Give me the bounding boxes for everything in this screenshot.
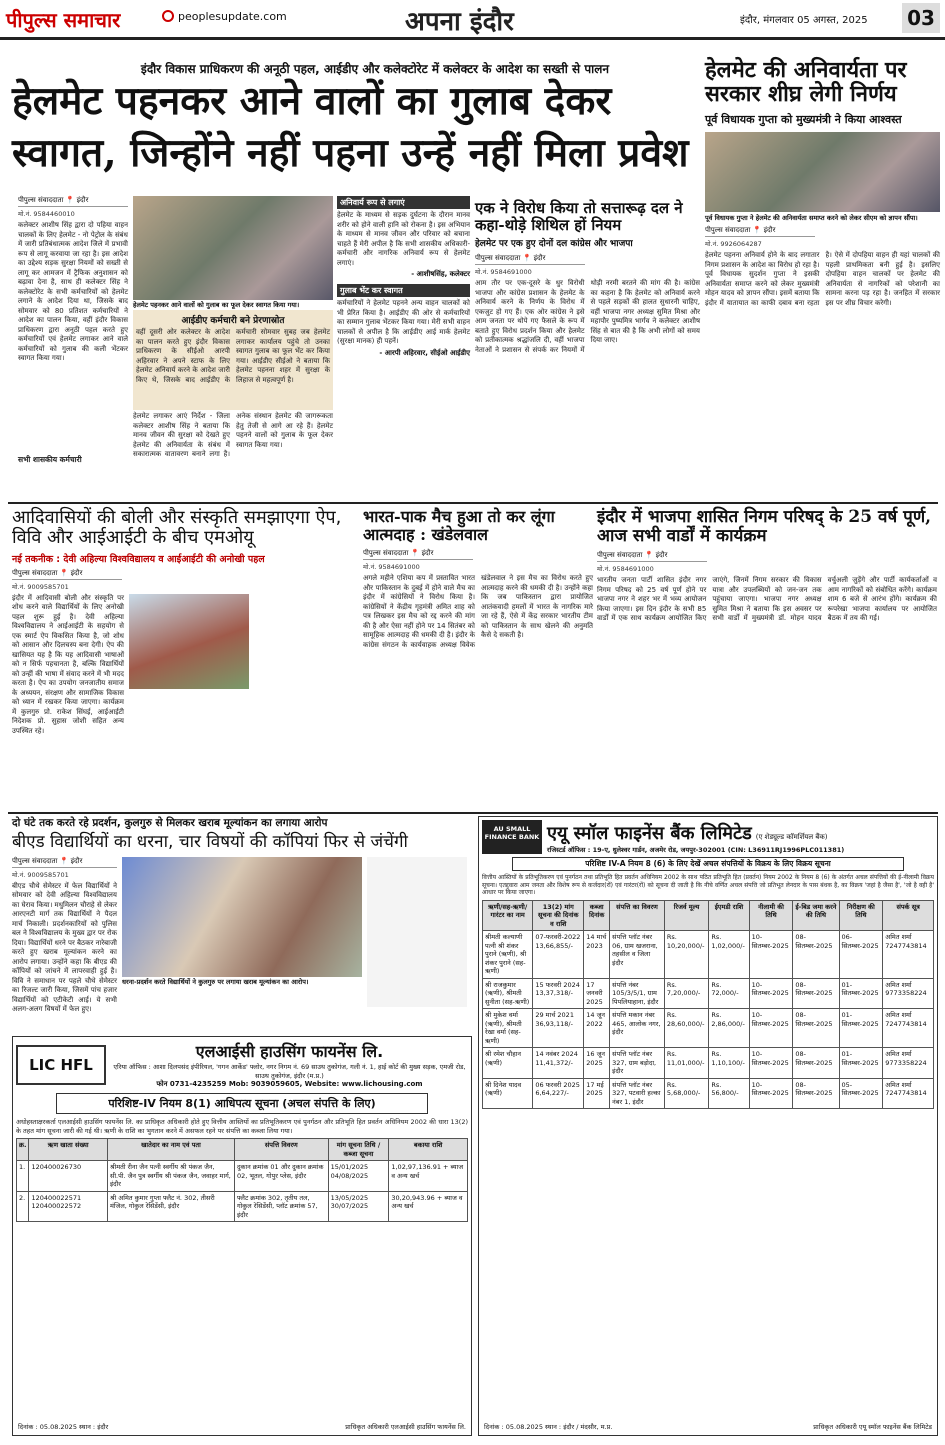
au-address: रजिस्टर्ड ऑफिस : 19-ए, धुलेश्वर गार्डन, अजमेर रोड, जयपुर-302001 (CIN: L36911RJ1996PLC011381)	[547, 845, 845, 854]
au-notice-header-cell: 13(2) मांग सूचना की दिनांक व राशि	[533, 900, 584, 931]
au-notice-cell: 15 फरवरी 2024 13,37,318/-	[533, 978, 584, 1009]
au-notice-cell: 07-फरवरी-2022 13,66,855/-	[533, 931, 584, 979]
au-notice-header-cell: निरीक्षण की तिथि	[839, 900, 883, 931]
au-notice-header-cell: नीलामी की तिथि	[749, 900, 793, 931]
au-notice-header-cell: ऋणी/सह-ऋणी/गारंटर का नाम	[483, 900, 533, 931]
au-notice-cell: संपत्ति प्लॉट नंबर 327, ग्राम बड़ोदा, इंदौर	[610, 1048, 665, 1079]
au-notice-cell: 05-सितम्बर-2025	[839, 1078, 883, 1109]
sidebar-text-2: कर्मचारियों ने हेलमेट पहनने अन्य वाहन चालकों को भी प्रेरित किया है। आईडीए की ओर से कर्मचारियों का सम्मान गुलाब भेंटकर किया गया। मेरी सभी वाहन चालकों से अपील है कि आईडीए आई मार्क हेलमेट (सुरक्षा मानक) ही पहनें।	[337, 299, 470, 345]
lic-notice-cell: 120400026730	[29, 1161, 107, 1192]
lic-notice	[12, 1036, 472, 1436]
au-notice-cell: 16 जून 2025	[584, 1048, 610, 1079]
lic-notice-cell: श्रीमती रीना जैन पत्नी स्वर्गीय श्री पंकज जैन, सी.पी. जैन पुत्र स्वर्गीय श्री पंकज जैन, जवाहर मार्ग, इंदौर	[107, 1161, 234, 1192]
adivasi-headline: आदिवासियों की बोली और संस्कृति समझाएगा ऐप, विवि और आईआईटी के बीच एमओयू	[12, 507, 342, 548]
au-notice-cell: Rs. 72,000/-	[709, 978, 749, 1009]
table-row	[483, 931, 934, 979]
mid-top-story	[475, 200, 700, 500]
match-headline: भारत-पाक मैच हुआ तो कर लूंगा आत्मदाह : खंडेलवाल	[363, 507, 555, 544]
adivasi-photo	[129, 594, 249, 689]
bed-headline: बीएड विद्यार्थियों का धरना, चार विषयों की कॉपियां फिर से जंचेंगी	[12, 832, 408, 852]
au-notice-cell: 10-सितम्बर-2025	[749, 931, 793, 979]
au-notice-cell: श्री राजकुमार (ऋणी), श्रीमती सुनीता (सह-ऋणी)	[483, 978, 533, 1009]
au-notice-cell: 10-सितम्बर-2025	[749, 978, 793, 1009]
ida-box	[133, 310, 333, 410]
au-footer: दिनांक : 05.08.2025 स्थान : इंदौर / मंदसौर, म.प्र.	[484, 1423, 613, 1431]
mid-top-subhead: हेलमेट पर एक हुए दोनों दल कांग्रेस और भाजपा	[475, 239, 633, 249]
au-notice-cell: Rs. 7,20,000/-	[664, 978, 708, 1009]
au-notice-header-cell: संपत्ति का विवरण	[610, 900, 665, 931]
au-notice-cell: अमित शर्मा 7247743814	[883, 931, 934, 979]
au-notice-cell: 17 जनवरी 2025	[584, 978, 610, 1009]
lic-notice-cell: 13/05/2025 30/07/2025	[328, 1191, 389, 1222]
au-notice-header-cell: ईएमडी राशि	[709, 900, 749, 931]
au-notice-cell: 08-सितम्बर-2025	[793, 1078, 839, 1109]
au-notice-header-cell: ई-बिड जमा करने की तिथि	[793, 900, 839, 931]
au-notice-cell: श्री मुकेश वर्मा (ऋणी), श्रीमती रेखा वर्मा (सह-ऋणी)	[483, 1009, 533, 1048]
lead-headline-line1: हेलमेट पहनकर आने वालों का गुलाब देकर	[12, 78, 612, 124]
lic-notice-cell: श्री अमित कुमार गुप्ता फ्लैट नं. 302, तीसरी मंजिल, गोकुल रेसिडेंसी, इंदौर	[107, 1191, 234, 1222]
adivasi-story	[12, 508, 352, 808]
au-notice-cell: 01-सितम्बर-2025	[839, 1048, 883, 1079]
au-table	[482, 900, 934, 1110]
au-subtitle: (ए शेड्यूल्ड कॉमर्शियल बैंक)	[755, 832, 828, 841]
table-row	[17, 1191, 468, 1222]
masthead	[0, 0, 945, 40]
table-row	[483, 1009, 934, 1048]
au-notice-cell: 10-सितम्बर-2025	[749, 1009, 793, 1048]
au-notice-cell: अमित शर्मा 9773358224	[883, 1048, 934, 1079]
au-notice-cell: Rs. 28,60,000/-	[664, 1009, 708, 1048]
lic-notice-cell: 2.	[17, 1191, 29, 1222]
au-notice-cell: Rs. 1,02,000/-	[709, 931, 749, 979]
au-notice-cell: 17 मई 2025	[584, 1078, 610, 1109]
au-notice-cell: 08-सितम्बर-2025	[793, 978, 839, 1009]
photo-caption: हेलमेट पहनकर आने वालों को गुलाब का फूल देकर स्वागत किया गया।	[133, 300, 333, 309]
lic-signature: प्राधिकृत अधिकारी एलआईसी हाउसिंग फायनेंस लि.	[345, 1423, 466, 1431]
match-byline: पीपुल्स संवाददाता 📍 इंदौर	[363, 549, 473, 560]
au-notice-cell: 14 जून 2022	[584, 1009, 610, 1048]
byline: पीपुल्स संवाददाता 📍 इंदौर	[18, 196, 128, 207]
lead-body-col1: कलेक्टर आशीष सिंह द्वारा दो पहिया वाहन चालकों के लिए हेलमेट - नो पेट्रोल के संबंध में जारी प्रतिबंधात्मक आदेश जिले में प्रभावी रूप से लागू करवाया जा रहा है। इस आदेश का उद्देश्य सड़क सुरक्षा नियमों को सख्ती से लागू कर आमजन में ट्रैफिक अनुशासन को बढ़ावा देना है, साथ ही कलेक्टर सिंह ने कलेक्टोरेट के सभी कर्मचारियों को हेलमेट लगाने के आदेश दिया था, जिसके बाद सोमवार को 80 प्रतिशत कर्मचारियों ने आदेश का पालन किया, वहीं इंदौर विकास प्राधिकरण द्वारा अनूठी पहल करते हुए कर्मचारियों एवं हेलमेट लगाकर आने वाले कर्मचारियों को गुलाब की कली भेंटकर स्वागत किया गया।	[18, 221, 128, 362]
au-notice-cell: 10-सितम्बर-2025	[749, 1078, 793, 1109]
lic-address: एरिया ऑफिस : आशा दिलपसंद इंपीरियल, 'गगन आर्केड' फ्लोर, नगर निगम नं. 69 साउथ तुकोगंज, गली नं. 1, हाई कोर्ट की मुख्य सड़क, एमजी रोड, साउथ तुकोगंज, इंदौर (म.प्र.)	[113, 1063, 466, 1080]
bed-body-cont	[367, 857, 467, 1007]
lic-table	[16, 1138, 468, 1222]
bed-byline: पीपुल्स संवाददाता 📍 इंदौर	[12, 857, 117, 868]
au-notice-cell: Rs. 11,01,000/-	[664, 1048, 708, 1079]
au-notice-cell: श्री दिनेश यादव (ऋणी)	[483, 1078, 533, 1109]
au-notice-header-cell: कब्जा दिनांक	[584, 900, 610, 931]
right-top-story	[705, 58, 940, 498]
lic-phone: फोन 0731-4235259 Mob: 9039059605, Website: www.lichousing.com	[156, 1080, 423, 1088]
au-logo: AU SMALL FINANCE BANK	[482, 820, 542, 854]
bed-story	[12, 816, 472, 1034]
bed-kicker: दो घंटे तक करते रहे प्रदर्शन, कुलगुरु से मिलकर खराब मूल्यांकन का लगाया आरोप	[12, 817, 328, 829]
sidebar-text: हेलमेट के माध्यम से सड़क दुर्घटना के दौरान मानव शरीर को होने वाली हानि को रोकना है। इस अभियान के माध्यम से मानव जीवन और परिवार को बचाना चाहते हैं मेरी अपील है कि सभी शासकीय अधिकारी-कर्मचारी और नागरिक अनिवार्य रूप से हेलमेट लगाएं।	[337, 211, 470, 267]
au-notice-header-cell: संपर्क सूत्र	[883, 900, 934, 931]
au-title: एयू स्मॉल फाइनेंस बैंक लिमिटेड	[547, 822, 752, 844]
lic-notice-cell: दुकान क्रमांक 01 और दुकान क्रमांक 02, भूतल, गोपुर प्लेस, इंदौर	[234, 1161, 328, 1192]
lic-notice-header-cell: संपत्ति विवरण	[234, 1139, 328, 1161]
table-row	[17, 1161, 468, 1192]
au-notice-cell: 01-सितम्बर-2025	[839, 978, 883, 1009]
table-row	[483, 978, 934, 1009]
lic-footer: दिनांक : 05.08.2025 स्थान : इंदौर	[18, 1423, 109, 1431]
au-notice-cell: 06-सितम्बर-2025	[839, 931, 883, 979]
bed-photo	[122, 857, 362, 977]
match-body: अगले महीने एशिया कप में प्रस्तावित भारत और पाकिस्तान के दुबई में होने वाले मैच का इंदौर में कांग्रेसियों ने विरोध किया है। कांग्रेसियों ने केंद्रीय गृहमंत्री अमित शाह को पत्र लिखकर इस मैच को रद्द करने की मांग की है और ऐसा नहीं होने पर 14 सितंबर को सामूहिक आत्मदाह की धमकी दी है। इंदौर के कांग्रेस संगठन के कार्यवाहक अध्यक्ष विवेक खंडेलवाल ने इस मैच का विरोध करते हुए आत्मदाह करने की धमकी दी है। उन्होंने कहा कि जब पाकिस्तान द्वारा प्रायोजित आतंकवादी हमलों में भारत के नागरिक मारे जा रहे हैं, ऐसे में केंद्र सरकार भारतीय टीम को पाकिस्तान के साथ खेलने की अनुमति कैसे दे सकती है।	[363, 574, 593, 649]
bed-mobile: मो.नं. 9009585701	[12, 870, 69, 879]
au-notice-cell: Rs. 5,68,000/-	[664, 1078, 708, 1109]
lic-title: एलआईसी हाउसिंग फायनेंस लि.	[195, 1042, 384, 1061]
lic-notice-header-cell: क्र.	[17, 1139, 29, 1161]
subhead-text: सभी शासकीय कर्मचारी	[18, 455, 82, 464]
lic-notice-cell: 30,20,943.96 + ब्याज व अन्य खर्च	[389, 1191, 468, 1222]
lead-subhead	[18, 455, 128, 465]
website-link[interactable]: peoplesupdate.com	[178, 10, 287, 23]
au-notice-header-cell: रिजर्व मूल्य	[664, 900, 708, 931]
lic-notice-header-cell: ऋण खाता संख्या	[29, 1139, 107, 1161]
mid-top-mobile: मो.नं. 9584691000	[475, 268, 532, 276]
bed-photo-caption: धरना-प्रदर्शन करते विद्यार्थियों ने कुलगुरु पर लगाया खराब मूल्यांकन का आरोप।	[122, 977, 309, 986]
adivasi-kicker: नई तकनीक : देवी अहिल्या विश्वविद्यालय व आईआईटी की अनोखी पहल	[12, 553, 265, 565]
au-notice-cell: 29 मार्च 2021 36,93,118/-	[533, 1009, 584, 1048]
adivasi-byline: पीपुल्स संवाददाता 📍 इंदौर	[12, 569, 122, 580]
lead-sidebar	[337, 196, 470, 496]
right-top-headline: हेलमेट की अनिवार्यता पर सरकार शीघ्र लेगी निर्णय	[705, 57, 907, 108]
au-notice-cell: 08-सितम्बर-2025	[793, 1009, 839, 1048]
mid-top-byline: पीपुल्स संवाददाता 📍 इंदौर	[475, 254, 585, 265]
sidebar-title: अनिवार्य रूप से लगाएं	[337, 196, 470, 209]
lic-notice-cell: 1,02,97,136.91 + ब्याज व अन्य खर्च	[389, 1161, 468, 1192]
right-top-body: हेलमेट पहनना अनिवार्य होने के बाद लगातार निगम प्रशासन के आदेश का विरोध हो रहा है। पूर्व विधायक सुदर्शन गुप्ता ने इसकी अनिवार्यता समाप्त करने को लेकर मुख्यमंत्री मोहन यादव को ज्ञापन सौंपा। इसमें बताया कि इंदौर में यातायात का काफी दबाव बना रहता है। ऐसे में दोपहिया वाहन ही यहां चालकों की पहली प्राथमिकता बनी हुई है। इसलिए दोपहिया वाहन चालकों पर हेलमेट की अनिवार्यता से नागरिकों को परेशानी का सामना करना पड़ रहा है। जनहित में सरकार इस पर शीघ्र विचार करेगी।	[705, 251, 940, 307]
au-notice-cell: संपत्ति प्लॉट नंबर 06, ग्राम खजराना, तहसील व जिला इंदौर	[610, 931, 665, 979]
divider	[8, 812, 938, 814]
right-top-subhead: पूर्व विधायक गुप्ता को मुख्यमंत्री ने किया आश्वस्त	[705, 113, 902, 127]
au-notice-cell: 08-सितम्बर-2025	[793, 931, 839, 979]
sidebar-signature: - आशीषसिंह, कलेक्टर	[411, 270, 470, 278]
lead-kicker: इंदौर विकास प्राधिकरण की अनूठी पहल, आईडीए और कलेक्टोरेट में कलेक्टर के आदेश का सख्ती से पालन	[140, 62, 610, 76]
right-top-caption: पूर्व विधायक गुप्ता ने हेलमेट की अनिवार्यता समाप्त करने को लेकर सीएम को ज्ञापन सौंपा।	[705, 214, 918, 223]
sidebar-signature-2: - आरपी अहिरवार, सीईओ आईडीए	[379, 348, 470, 357]
match-story	[363, 508, 593, 808]
lic-notice-header-cell: बकाया राशि	[389, 1139, 468, 1161]
section-title: अपना इंदौर	[405, 7, 514, 37]
au-notice-cell: 14 मार्च 2023	[584, 931, 610, 979]
nigam-mobile: मो.नं. 9584691000	[597, 565, 654, 574]
au-notice-cell: Rs. 10,20,000/-	[664, 931, 708, 979]
au-intro: वित्तीय आस्तियों के प्रतिभूतिकरण एवं पुनर्गठन तथा प्रतिभूति हित प्रवर्तन अधिनियम 2002 के साथ पठित प्रतिभूति हित (प्रवर्तन) नियम 2002 के नियम 8 (6) के अंतर्गत अचल संपत्तियों की ई-नीलामी विक्रय सूचना। एतद्द्वारा आम जनता और विशेष रूप से कर्जदार(रों) एवं गारंटर(रों) को सूचना दी जाती है कि नीचे वर्णित अचल संपत्ति जो प्रतिभूत लेनदार के पास बंधक है, का विक्रय 'जहां है जैसा है', 'जो है वही है' आधार पर किया जाएगा।	[482, 874, 934, 896]
lead-photo	[133, 196, 333, 304]
lic-notice-cell: 120400022571 120400022572	[29, 1191, 107, 1222]
dateline: इंदौर, मंगलवार 05 अगस्त, 2025	[740, 15, 868, 26]
au-notice-cell: अमित शर्मा 7247743814	[883, 1009, 934, 1048]
mid-top-body: आम तौर पर एक-दूसरे के धुर विरोधी भाजपा और कांग्रेस प्रशासन के हेलमेट के अनिवार्य करने के निर्णय के विरोध में एकजुट हो गए हैं। एक ओर कांग्रेस ने इसे आम जनता पर थोपे गए फैसले के रूप में बताते हुए विरोध प्रदर्शन किया और हेलमेट को प्रतीकात्मक श्रद्धांजलि दी, वहीं भाजपा नेताओं ने प्रशासन से संपर्क कर नियमों में थोड़ी नरमी बरतने की मांग की है। कांग्रेस का कहना है कि हेलमेट को अनिवार्य करने से पहले सड़कों की हालत सुधारनी चाहिए, वहीं भाजपा नगर अध्यक्ष सुमित मिश्रा और महापौर पुष्यमित्र भार्गव ने कलेक्टर आशीष सिंह से बात की है कि अभी लोगों को समय दिया जाए।	[475, 279, 700, 354]
table-row	[483, 1078, 934, 1109]
au-notice-cell: Rs. 1,10,100/-	[709, 1048, 749, 1079]
reporter-mobile: मो.नं. 9584460010	[18, 210, 75, 218]
match-mobile: मो.नं. 9584691000	[363, 563, 420, 572]
adivasi-body: इंदौर में आदिवासी बोली और संस्कृति पर शोध करने वाले विद्यार्थियों के लिए अनोखी पहल शुरू हुई है। देवी अहिल्या विश्वविद्यालय ने आईआईटी के सहयोग से एक स्मार्ट ऐप विकसित किया है, जो शोध को आसान और दिलचस्प बना देगी। ऐप की खासियत यह है कि यह आदिवासी भाषाओं को न सिर्फ पहचानता है, बल्कि विद्यार्थियों को उन्हीं की भाषा में संवाद करने में भी मदद करता है। ऐप का उपयोग जनजातीय समाज के अध्ययन, संरक्षण और सामाजिक विकास को ध्यान में रखकर किया जाएगा। कार्यक्रम में कुलगुरु प्रो. राकेश सिंघई, आईआईटी निदेशक प्रो. सुहास जोशी सहित अन्य उपस्थित रहे।	[12, 593, 124, 735]
au-notice-head: परिशिष्ट IV-A नियम 8 (6) के लिए देखें अचल संपत्तियों के विक्रय के लिए विक्रय सूचना	[512, 857, 904, 871]
lic-intro: अधोहस्ताक्षरकर्ता एलआईसी हाउसिंग फायनेंस लि. का प्राधिकृत अधिकारी होते हुए वित्तीय आस्तियों का प्रतिभूतिकरण एवं पुनर्गठन और प्रतिभूति हित प्रवर्तन अधिनियम 2002 की धारा 13(2) के तहत मांग सूचना जारी की गई थी। ऋणी के राशि का भुगतान करने में असफल रहने पर संपत्ति का कब्जा लिया गया।	[16, 1118, 468, 1135]
sidebar-title-2: गुलाब भेंट कर स्वागत	[337, 284, 470, 297]
lic-notice-header-cell: मांग सूचना तिथि / कब्जा सूचना	[328, 1139, 389, 1161]
au-notice	[478, 816, 938, 1436]
au-notice-cell: 14 नवंबर 2024 11,41,372/-	[533, 1048, 584, 1079]
lic-notice-head: परिशिष्ट-IV नियम 8(1) आधिपत्य सूचना (अचल संपत्ति के लिए)	[56, 1093, 428, 1114]
au-notice-cell: श्रीमती कल्याणी पत्नी श्री शंकर पुराने (ऋणी), श्री शंकर पुराने (सह-ऋणी)	[483, 931, 533, 979]
au-notice-cell: अमित शर्मा 7247743814	[883, 1078, 934, 1109]
lic-notice-header-cell: खातेदार का नाम एवं पता	[107, 1139, 234, 1161]
divider	[8, 502, 938, 504]
table-row	[483, 1048, 934, 1079]
nigam-story	[597, 508, 937, 808]
adivasi-mobile: मो.नं. 9009585701	[12, 582, 69, 591]
au-notice-cell: 01-सितम्बर-2025	[839, 1009, 883, 1048]
bed-body: बीएड चौथे सेमेस्टर में फेल विद्यार्थियों ने सोमवार को देवी अहिल्या विश्वविद्यालय का घेराव किया। मधुमिलन चौराहे से लेकर आरएनटी मार्ग तक विद्यार्थियों ने पैदल मार्च निकाली। प्रदर्शनकारियों को पुलिस बल ने विश्वविद्यालय के मुख्य द्वार पर रोक दिया। विद्यार्थियों धरने पर बैठकर नारेबाजी करते हुए खराब मूल्यांकन करने का आरोप लगाया। उन्होंने कहा कि बीएड की कॉपियों को जांचने में लापरवाही हुई है। विवि ने समाधान पर पहले चौथे सेमेस्टर का रिजल्ट जारी किया, जिसमें पांच हजार विद्यार्थियों को एटीकेटी आई। ये सभी अलग-अलग विषयों में फेल हुए।	[12, 881, 117, 1014]
lead-headline-line2: स्वागत, जिन्होंने नहीं पहना उन्हें नहीं मिला प्रवेश	[12, 130, 689, 176]
nigam-headline: इंदौर में भाजपा शासित निगम परिषद् के 25 वर्ष पूर्ण, आज सभी वार्डों में कार्यक्रम	[597, 507, 932, 546]
au-notice-cell: संपत्ति नंबर 105/3/5/1, ग्राम पिपलियाहाना, इंदौर	[610, 978, 665, 1009]
box-title: आईडीए कर्मचारी बने प्रेरणास्रोत	[181, 316, 285, 326]
right-top-byline: पीपुल्स संवाददाता 📍 इंदौर	[705, 226, 815, 237]
newspaper-logo: पीपुल्स समाचार	[6, 8, 121, 32]
au-notice-cell: संपत्ति प्लॉट नंबर 327, पटवारी हल्का नंबर 1, इंदौर	[610, 1078, 665, 1109]
lic-notice-cell: 15/01/2025 04/08/2025	[328, 1161, 389, 1192]
page-number: 03	[902, 3, 940, 33]
au-notice-cell: श्री रमेश चौहान (ऋणी)	[483, 1048, 533, 1079]
lic-logo: LIC HFL	[16, 1045, 106, 1085]
au-notice-cell: 10-सितम्बर-2025	[749, 1048, 793, 1079]
right-top-mobile: मो.नं. 9926064287	[705, 240, 762, 249]
au-notice-cell: संपत्ति मकान नंबर 465, आलोक नगर, इंदौर	[610, 1009, 665, 1048]
au-notice-cell: अमित शर्मा 9773358224	[883, 978, 934, 1009]
mid-top-headline: एक ने विरोध किया तो सत्तारूढ़ दल ने कहा-थोड़े शिथिल हों नियम	[475, 199, 683, 234]
globe-icon	[162, 10, 174, 22]
lic-notice-cell: 1.	[17, 1161, 29, 1192]
au-notice-cell: 08-सितम्बर-2025	[793, 1048, 839, 1079]
box-text: वहीं दूसरी ओर कलेक्टर के आदेश का पालन करते हुए इंदौर विकास प्राधिकरण के सीईओ आरपी अहिरवार ने अपने स्टाफ के लिए हेलमेट अनिवार्य करने के आदेश जारी किए थे, जिसके बाद आईडीए के कर्मचारी सोमवार सुबह जब हेलमेट लगाकर कार्यालय पहुंचे तो उनका स्वागत गुलाब का फूल भेंट कर किया गया। आईडीए सीईओ ने बताया कि हेलमेट पहनना शहर में सुरक्षा के लिहाज से महत्वपूर्ण है।	[136, 328, 330, 384]
lic-notice-cell: फ्लैट क्रमांक 302, तृतीय तल, गोकुल रेसिडेंसी, प्लॉट क्रमांक 57, इंदौर	[234, 1191, 328, 1222]
au-notice-cell: Rs. 56,800/-	[709, 1078, 749, 1109]
au-notice-cell: 06 फरवरी 2025 6,64,227/-	[533, 1078, 584, 1109]
au-notice-cell: Rs. 2,86,000/-	[709, 1009, 749, 1048]
nigam-body: भारतीय जनता पार्टी शासित इंदौर नगर निगम परिषद को 25 वर्ष पूर्ण होने पर भाजपा नगर ने शहर भर में भव्य आयोजन किया जाएगा। इस दिन इंदौर के सभी 85 वार्डों में एक साथ कार्यक्रम आयोजित किए जाएंगे, जिनमें निगम सरकार की विकास यात्रा और उपलब्धियों को जन-जन तक पहुंचाया जाएगा। भाजपा नगर अध्यक्ष सुमित मिश्रा ने बताया कि इस अवसर पर सभी वार्डों में मुख्यमंत्री डॉ. मोहन यादव वर्चुअली जुड़ेंगे और पार्टी कार्यकर्ताओं व आम नागरिकों को संबोधित करेंगे। कार्यक्रम शाम 6 बजे से आरंभ होंगे। कार्यक्रम की रूपरेखा भाजपा कार्यालय पर आयोजित बैठक में तय की गई।	[597, 576, 937, 623]
lead-body-col2: हेलमेट लगाकर आएं निर्देश - जिला कलेक्टर आशीष सिंह ने बताया कि मानव जीवन की सुरक्षा को देखते हुए हेलमेट की अनिवार्यता के संबंध में सकारात्मक वातावरण बनाने लगा है। अनेक संस्थान हेलमेट की जागरूकता हेतु तेजी से आगे आ रहे हैं। हेलमेट पहनने वालों को गुलाब के फूल देकर स्वागत किया गया।	[133, 412, 333, 458]
nigam-byline: पीपुल्स संवाददाता 📍 इंदौर	[597, 551, 707, 562]
au-signature: प्राधिकृत अधिकारी एयू स्मॉल फाइनेंस बैंक लिमिटेड	[813, 1423, 932, 1431]
right-top-photo	[705, 132, 940, 212]
